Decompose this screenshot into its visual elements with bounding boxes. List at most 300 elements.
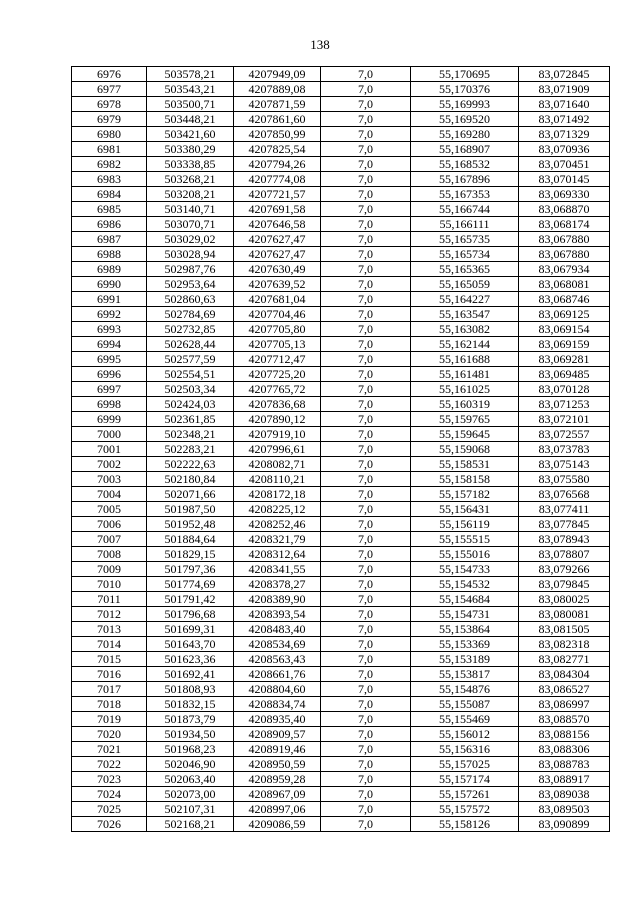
latitude-cell: 55,158531 [411,457,519,472]
longitude-cell: 83,080081 [519,607,610,622]
x-coordinate-cell: 502424,03 [147,397,234,412]
point-number-cell: 7021 [72,742,147,757]
value-cell: 7,0 [321,757,411,772]
table-row [72,352,610,367]
table-row [72,637,610,652]
y-coordinate-cell: 4208389,90 [234,592,321,607]
y-coordinate-cell: 4207949,09 [234,67,321,82]
point-number-cell: 6997 [72,382,147,397]
longitude-cell: 83,069125 [519,307,610,322]
point-number-cell: 7014 [72,637,147,652]
longitude-cell: 83,072557 [519,427,610,442]
y-coordinate-cell: 4208312,64 [234,547,321,562]
value-cell: 7,0 [321,127,411,142]
table-row [72,262,610,277]
x-coordinate-cell: 502046,90 [147,757,234,772]
longitude-cell: 83,072845 [519,67,610,82]
table-row [72,592,610,607]
x-coordinate-cell: 501884,64 [147,532,234,547]
x-coordinate-cell: 502283,21 [147,442,234,457]
longitude-cell: 83,067934 [519,262,610,277]
point-number-cell: 7020 [72,727,147,742]
value-cell: 7,0 [321,487,411,502]
point-number-cell: 6982 [72,157,147,172]
y-coordinate-cell: 4207765,72 [234,382,321,397]
point-number-cell: 6991 [72,292,147,307]
longitude-cell: 83,070936 [519,142,610,157]
value-cell: 7,0 [321,607,411,622]
y-coordinate-cell: 4207627,47 [234,232,321,247]
table-row [72,337,610,352]
page-number: 138 [310,37,330,52]
value-cell: 7,0 [321,637,411,652]
y-coordinate-cell: 4207890,12 [234,412,321,427]
longitude-cell: 83,080025 [519,592,610,607]
point-number-cell: 6981 [72,142,147,157]
value-cell: 7,0 [321,322,411,337]
x-coordinate-cell: 502628,44 [147,337,234,352]
y-coordinate-cell: 4208172,18 [234,487,321,502]
x-coordinate-cell: 503380,29 [147,142,234,157]
y-coordinate-cell: 4207919,10 [234,427,321,442]
longitude-cell: 83,068746 [519,292,610,307]
longitude-cell: 83,077411 [519,502,610,517]
point-number-cell: 7011 [72,592,147,607]
point-number-cell: 7024 [72,787,147,802]
value-cell: 7,0 [321,97,411,112]
y-coordinate-cell: 4207889,08 [234,82,321,97]
y-coordinate-cell: 4208997,06 [234,802,321,817]
longitude-cell: 83,089503 [519,802,610,817]
table-body [72,67,610,832]
longitude-cell: 83,072101 [519,412,610,427]
x-coordinate-cell: 502987,76 [147,262,234,277]
latitude-cell: 55,169280 [411,127,519,142]
y-coordinate-cell: 4207996,61 [234,442,321,457]
table-row [72,622,610,637]
x-coordinate-cell: 503070,71 [147,217,234,232]
y-coordinate-cell: 4208804,60 [234,682,321,697]
longitude-cell: 83,075143 [519,457,610,472]
latitude-cell: 55,156012 [411,727,519,742]
value-cell: 7,0 [321,517,411,532]
point-number-cell: 6986 [72,217,147,232]
value-cell: 7,0 [321,712,411,727]
point-number-cell: 7009 [72,562,147,577]
latitude-cell: 55,165365 [411,262,519,277]
value-cell: 7,0 [321,682,411,697]
point-number-cell: 6985 [72,202,147,217]
value-cell: 7,0 [321,112,411,127]
latitude-cell: 55,161025 [411,382,519,397]
latitude-cell: 55,153817 [411,667,519,682]
x-coordinate-cell: 503029,02 [147,232,234,247]
point-number-cell: 7018 [72,697,147,712]
point-number-cell: 6987 [72,232,147,247]
value-cell: 7,0 [321,307,411,322]
value-cell: 7,0 [321,592,411,607]
value-cell: 7,0 [321,247,411,262]
table-row [72,742,610,757]
table-row [72,727,610,742]
y-coordinate-cell: 4207627,47 [234,247,321,262]
table-row [72,712,610,727]
x-coordinate-cell: 502107,31 [147,802,234,817]
x-coordinate-cell: 501808,93 [147,682,234,697]
latitude-cell: 55,168907 [411,142,519,157]
latitude-cell: 55,157174 [411,772,519,787]
latitude-cell: 55,155469 [411,712,519,727]
longitude-cell: 83,079845 [519,577,610,592]
latitude-cell: 55,153369 [411,637,519,652]
latitude-cell: 55,154876 [411,682,519,697]
value-cell: 7,0 [321,397,411,412]
table-row [72,697,610,712]
y-coordinate-cell: 4207871,59 [234,97,321,112]
longitude-cell: 83,090899 [519,817,610,832]
table-row [72,412,610,427]
latitude-cell: 55,169993 [411,97,519,112]
longitude-cell: 83,067880 [519,247,610,262]
longitude-cell: 83,088783 [519,757,610,772]
y-coordinate-cell: 4208341,55 [234,562,321,577]
x-coordinate-cell: 501643,70 [147,637,234,652]
y-coordinate-cell: 4208393,54 [234,607,321,622]
longitude-cell: 83,068870 [519,202,610,217]
longitude-cell: 83,084304 [519,667,610,682]
value-cell: 7,0 [321,502,411,517]
x-coordinate-cell: 502180,84 [147,472,234,487]
point-number-cell: 7007 [72,532,147,547]
y-coordinate-cell: 4207705,80 [234,322,321,337]
point-number-cell: 7006 [72,517,147,532]
point-number-cell: 7016 [72,667,147,682]
y-coordinate-cell: 4207704,46 [234,307,321,322]
table-row [72,217,610,232]
longitude-cell: 83,071329 [519,127,610,142]
table-row [72,232,610,247]
table-row [72,532,610,547]
y-coordinate-cell: 4207825,54 [234,142,321,157]
table-row [72,652,610,667]
latitude-cell: 55,163547 [411,307,519,322]
y-coordinate-cell: 4208225,12 [234,502,321,517]
latitude-cell: 55,165059 [411,277,519,292]
value-cell: 7,0 [321,292,411,307]
value-cell: 7,0 [321,157,411,172]
point-number-cell: 6994 [72,337,147,352]
table-row [72,67,610,82]
x-coordinate-cell: 503448,21 [147,112,234,127]
x-coordinate-cell: 502361,85 [147,412,234,427]
value-cell: 7,0 [321,547,411,562]
x-coordinate-cell: 501774,69 [147,577,234,592]
table-row [72,472,610,487]
table-row [72,172,610,187]
table-row [72,547,610,562]
value-cell: 7,0 [321,67,411,82]
longitude-cell: 83,075580 [519,472,610,487]
x-coordinate-cell: 501699,31 [147,622,234,637]
y-coordinate-cell: 4208967,09 [234,787,321,802]
point-number-cell: 7003 [72,472,147,487]
latitude-cell: 55,167353 [411,187,519,202]
table-row [72,607,610,622]
longitude-cell: 83,071909 [519,82,610,97]
value-cell: 7,0 [321,337,411,352]
point-number-cell: 7012 [72,607,147,622]
point-number-cell: 7008 [72,547,147,562]
latitude-cell: 55,155515 [411,532,519,547]
longitude-cell: 83,088306 [519,742,610,757]
table-row [72,307,610,322]
latitude-cell: 55,170376 [411,82,519,97]
longitude-cell: 83,082318 [519,637,610,652]
point-number-cell: 6993 [72,322,147,337]
y-coordinate-cell: 4208082,71 [234,457,321,472]
table-row [72,142,610,157]
latitude-cell: 55,157182 [411,487,519,502]
longitude-cell: 83,067880 [519,232,610,247]
latitude-cell: 55,154731 [411,607,519,622]
longitude-cell: 83,070145 [519,172,610,187]
latitude-cell: 55,158158 [411,472,519,487]
point-number-cell: 7002 [72,457,147,472]
latitude-cell: 55,153864 [411,622,519,637]
latitude-cell: 55,161481 [411,367,519,382]
table-row [72,457,610,472]
y-coordinate-cell: 4208935,40 [234,712,321,727]
x-coordinate-cell: 502784,69 [147,307,234,322]
longitude-cell: 83,088570 [519,712,610,727]
table-row [72,502,610,517]
latitude-cell: 55,168532 [411,157,519,172]
point-number-cell: 6988 [72,247,147,262]
point-number-cell: 6990 [72,277,147,292]
x-coordinate-cell: 501952,48 [147,517,234,532]
longitude-cell: 83,086997 [519,697,610,712]
table-row [72,277,610,292]
longitude-cell: 83,069154 [519,322,610,337]
table-row [72,682,610,697]
value-cell: 7,0 [321,532,411,547]
latitude-cell: 55,154532 [411,577,519,592]
longitude-cell: 83,071492 [519,112,610,127]
x-coordinate-cell: 501797,36 [147,562,234,577]
longitude-cell: 83,082771 [519,652,610,667]
table-row [72,427,610,442]
value-cell: 7,0 [321,367,411,382]
y-coordinate-cell: 4207774,08 [234,172,321,187]
x-coordinate-cell: 502554,51 [147,367,234,382]
longitude-cell: 83,078943 [519,532,610,547]
table-row [72,382,610,397]
longitude-cell: 83,071640 [519,97,610,112]
latitude-cell: 55,169520 [411,112,519,127]
table-row [72,127,610,142]
table-row [72,562,610,577]
latitude-cell: 55,153189 [411,652,519,667]
y-coordinate-cell: 4208110,21 [234,472,321,487]
x-coordinate-cell: 502073,00 [147,787,234,802]
latitude-cell: 55,167896 [411,172,519,187]
latitude-cell: 55,155016 [411,547,519,562]
value-cell: 7,0 [321,652,411,667]
longitude-cell: 83,086527 [519,682,610,697]
table-row [72,787,610,802]
table-row [72,487,610,502]
y-coordinate-cell: 4208483,40 [234,622,321,637]
point-number-cell: 6976 [72,67,147,82]
value-cell: 7,0 [321,82,411,97]
x-coordinate-cell: 503543,21 [147,82,234,97]
latitude-cell: 55,154684 [411,592,519,607]
point-number-cell: 7000 [72,427,147,442]
x-coordinate-cell: 502222,63 [147,457,234,472]
point-number-cell: 6995 [72,352,147,367]
longitude-cell: 83,070451 [519,157,610,172]
latitude-cell: 55,165735 [411,232,519,247]
y-coordinate-cell: 4207646,58 [234,217,321,232]
y-coordinate-cell: 4208534,69 [234,637,321,652]
longitude-cell: 83,069330 [519,187,610,202]
point-number-cell: 6980 [72,127,147,142]
y-coordinate-cell: 4208252,46 [234,517,321,532]
value-cell: 7,0 [321,802,411,817]
longitude-cell: 83,079266 [519,562,610,577]
point-number-cell: 7017 [72,682,147,697]
latitude-cell: 55,157261 [411,787,519,802]
y-coordinate-cell: 4207691,58 [234,202,321,217]
x-coordinate-cell: 503421,60 [147,127,234,142]
longitude-cell: 83,069281 [519,352,610,367]
x-coordinate-cell: 501934,50 [147,727,234,742]
latitude-cell: 55,165734 [411,247,519,262]
point-number-cell: 7025 [72,802,147,817]
x-coordinate-cell: 503500,71 [147,97,234,112]
table-row [72,322,610,337]
point-number-cell: 7013 [72,622,147,637]
x-coordinate-cell: 501791,42 [147,592,234,607]
table-row [72,442,610,457]
y-coordinate-cell: 4207850,99 [234,127,321,142]
point-number-cell: 6998 [72,397,147,412]
table-row [72,292,610,307]
point-number-cell: 6983 [72,172,147,187]
point-number-cell: 6999 [72,412,147,427]
longitude-cell: 83,070128 [519,382,610,397]
point-number-cell: 7004 [72,487,147,502]
latitude-cell: 55,158126 [411,817,519,832]
latitude-cell: 55,154733 [411,562,519,577]
y-coordinate-cell: 4207705,13 [234,337,321,352]
point-number-cell: 6979 [72,112,147,127]
y-coordinate-cell: 4208919,46 [234,742,321,757]
coordinates-table [71,66,610,832]
y-coordinate-cell: 4207794,26 [234,157,321,172]
longitude-cell: 83,088156 [519,727,610,742]
value-cell: 7,0 [321,262,411,277]
y-coordinate-cell: 4207639,52 [234,277,321,292]
table-row [72,247,610,262]
table-row [72,112,610,127]
value-cell: 7,0 [321,427,411,442]
y-coordinate-cell: 4207681,04 [234,292,321,307]
y-coordinate-cell: 4208950,59 [234,757,321,772]
x-coordinate-cell: 501692,41 [147,667,234,682]
y-coordinate-cell: 4208959,28 [234,772,321,787]
latitude-cell: 55,166111 [411,217,519,232]
point-number-cell: 7001 [72,442,147,457]
point-number-cell: 7019 [72,712,147,727]
value-cell: 7,0 [321,217,411,232]
value-cell: 7,0 [321,667,411,682]
value-cell: 7,0 [321,442,411,457]
value-cell: 7,0 [321,742,411,757]
table-row [72,367,610,382]
point-number-cell: 6992 [72,307,147,322]
latitude-cell: 55,163082 [411,322,519,337]
table-row [72,667,610,682]
y-coordinate-cell: 4208661,76 [234,667,321,682]
latitude-cell: 55,166744 [411,202,519,217]
longitude-cell: 83,078807 [519,547,610,562]
point-number-cell: 6977 [72,82,147,97]
point-number-cell: 6996 [72,367,147,382]
value-cell: 7,0 [321,697,411,712]
longitude-cell: 83,069159 [519,337,610,352]
value-cell: 7,0 [321,202,411,217]
x-coordinate-cell: 502860,63 [147,292,234,307]
point-number-cell: 6989 [72,262,147,277]
x-coordinate-cell: 501873,79 [147,712,234,727]
latitude-cell: 55,159068 [411,442,519,457]
table-row [72,157,610,172]
latitude-cell: 55,160319 [411,397,519,412]
value-cell: 7,0 [321,277,411,292]
longitude-cell: 83,076568 [519,487,610,502]
x-coordinate-cell: 502953,64 [147,277,234,292]
x-coordinate-cell: 503140,71 [147,202,234,217]
latitude-cell: 55,155087 [411,697,519,712]
longitude-cell: 83,071253 [519,397,610,412]
longitude-cell: 83,088917 [519,772,610,787]
table-row [72,397,610,412]
y-coordinate-cell: 4208909,57 [234,727,321,742]
latitude-cell: 55,156119 [411,517,519,532]
table-row [72,517,610,532]
longitude-cell: 83,068174 [519,217,610,232]
point-number-cell: 7026 [72,817,147,832]
x-coordinate-cell: 503268,21 [147,172,234,187]
value-cell: 7,0 [321,232,411,247]
point-number-cell: 6984 [72,187,147,202]
longitude-cell: 83,077845 [519,517,610,532]
x-coordinate-cell: 501968,23 [147,742,234,757]
point-number-cell: 6978 [72,97,147,112]
y-coordinate-cell: 4207712,47 [234,352,321,367]
point-number-cell: 7023 [72,772,147,787]
point-number-cell: 7010 [72,577,147,592]
x-coordinate-cell: 501623,36 [147,652,234,667]
value-cell: 7,0 [321,352,411,367]
value-cell: 7,0 [321,577,411,592]
longitude-cell: 83,073783 [519,442,610,457]
latitude-cell: 55,159645 [411,427,519,442]
x-coordinate-cell: 501832,15 [147,697,234,712]
point-number-cell: 7022 [72,757,147,772]
table-row [72,577,610,592]
